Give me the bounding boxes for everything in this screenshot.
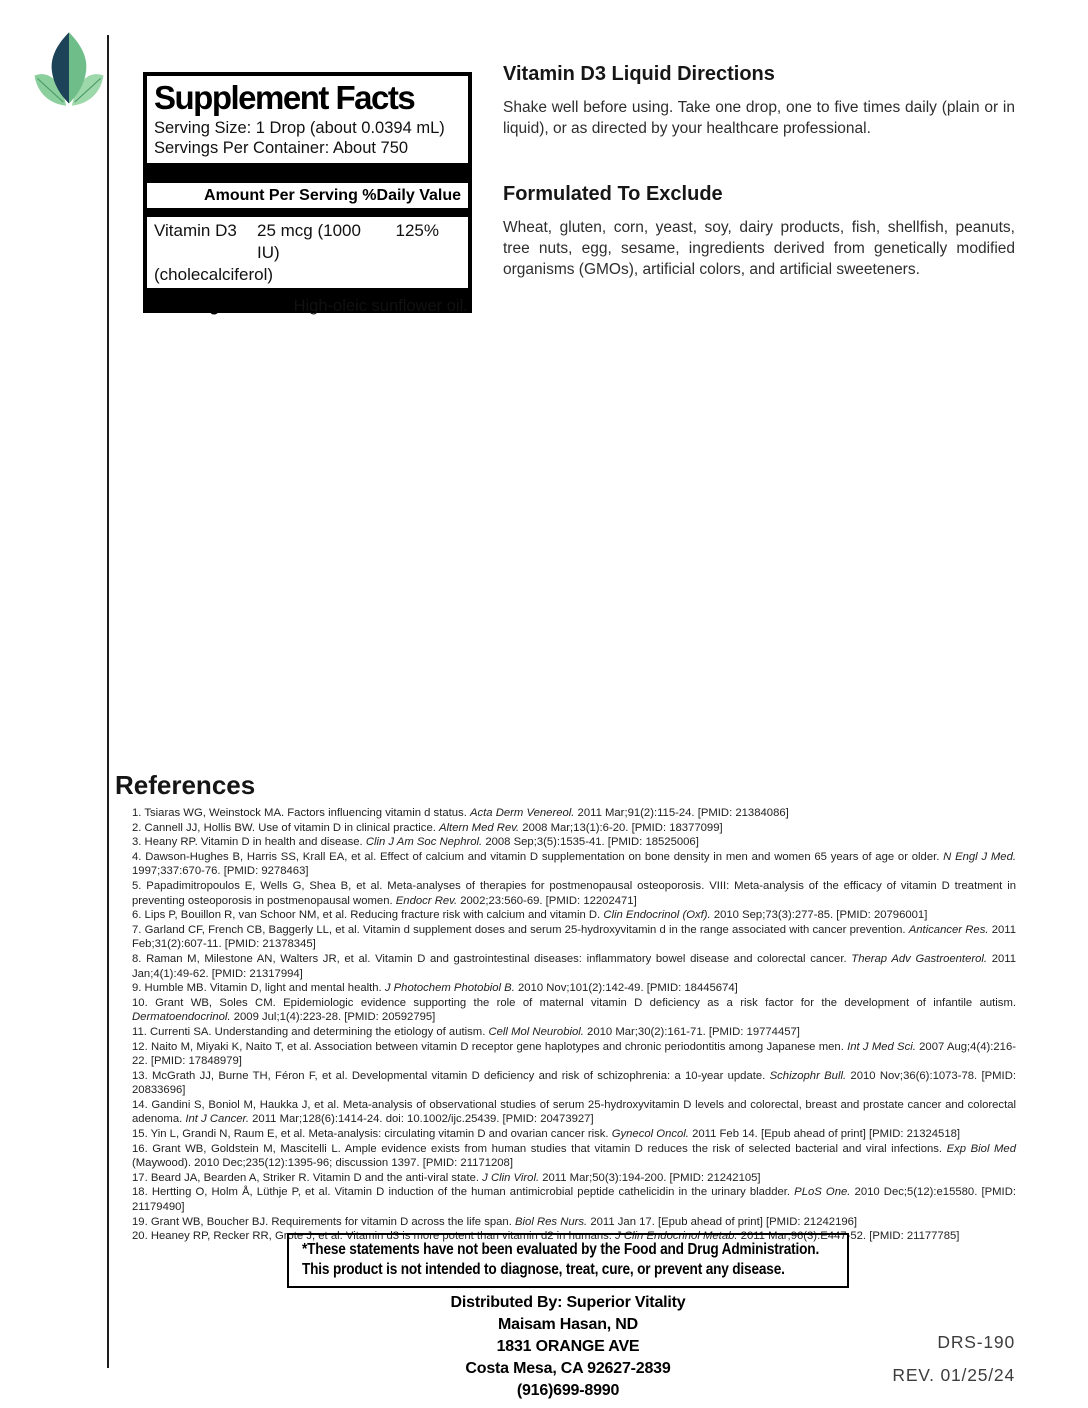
reference-item: 1. Tsiaras WG, Weinstock MA. Factors influencing vitamin d status. Acta Derm Venereol. 2011 Mar;91(2):115-24. [PMID: 21384086] — [132, 807, 789, 819]
nutrient-amount: 25 mcg (1000 IU) — [257, 221, 361, 262]
thick-rule — [147, 163, 468, 183]
reference-item: 11. Currenti SA. Understanding and determining the etiology of autism. Cell Mol Neurobiol. 2010 Mar;30(2):161-71. [PMID: 19774457] — [132, 1025, 800, 1038]
reference-item: 19. Grant WB, Boucher BJ. Requirements for vitamin D across the life span. Biol Res Nurs. 2011 Jan 17. [Epub ahead of print] [PMID: 21242196] — [132, 1215, 858, 1228]
reference-item: 9. Humble MB. Vitamin D, light and mental health. J Photochem Photobiol B. 2010 Nov;101(2):142-49. [PMID: 18445674] — [132, 982, 738, 995]
distributor-line: Costa Mesa, CA 92627-2839 — [465, 1360, 671, 1377]
nutrient-row — [147, 217, 468, 264]
reference-item: 20. Heaney RP, Recker RR, Grote J, et al. Vitamin d3 is more potent than vitamin d2 in humans. J Clin Endocrinol Metab. 2011 Mar;96(3):E447-52. [PMID: 21177785] — [132, 1230, 960, 1243]
references-title: References — [115, 770, 256, 800]
other-ingredients — [146, 297, 486, 316]
reference-item: 17. Beard JA, Bearden A, Striker R. Vitamin D and the anti-viral state. J Clin Virol. 2011 Mar;50(3):194-200. [PMID: 21242105] — [132, 1171, 761, 1184]
footer-codes — [892, 1326, 1015, 1392]
reference-item: 13. McGrath JJ, Burne TH, Féron F, et al. Developmental vitamin D deficiency and risk of schizophrenia: a 10-year update. Schizophr Bull. 2010 Nov;36(6):1073-78. [PMID: 20833696] — [132, 1069, 1016, 1097]
reference-item: 7. Garland CF, French CB, Baggerly LL, et al. Vitamin d supplement doses and serum 25-hydroxyvitamin d in the range associated with cancer prevention. Anticancer Res. 2011 Feb;31(2):607-11. [PMID: 21378345] — [132, 923, 1016, 951]
reference-item: 5. Papadimitropoulos E, Wells G, Shea B, et al. Meta-analyses of therapies for postmenopausal osteoporosis. VIII: Meta-analysis of the efficacy of vitamin D treatment in preventing osteoporosis in postmenopausal women. Endocr Rev. 2002;23:560-69. [PMID: 12202471] — [132, 879, 1016, 907]
other-ingredients-label: Other Ingredients: — [146, 297, 290, 315]
reference-item: 18. Hertting O, Holm Å, Lüthje P, et al. Vitamin D induction of the human antimicrobial peptide cathelicidin in the urinary bladder. PLoS One. 2010 Dec;5(12):e15580. [PMID: 21179490] — [132, 1186, 1016, 1214]
exclusions-body: Wheat, gluten, corn, yeast, soy, dairy products, fish, shellfish, peanuts, tree nuts, egg, sesame, ingredients derived from genetically modified organisms (GMOs), artificial colors, and artificial sweeteners. — [503, 219, 1015, 278]
reference-item: 15. Yin L, Grandi N, Raum E, et al. Meta-analysis: circulating vitamin D and ovarian cancer risk. Gynecol Oncol. 2011 Feb 14. [Epub ahead of print] [PMID: 21324518] — [132, 1128, 961, 1141]
distributor-line: Distributed By: Superior Vitality — [450, 1294, 686, 1311]
distributor-block — [287, 1292, 849, 1402]
reference-item: 3. Heany RP. Vitamin D in health and disease. Clin J Am Soc Nephrol. 2008 Sep;3(5):1535-41. [PMID: 18525006] — [132, 836, 699, 849]
leaf-logo — [33, 31, 105, 110]
fda-disclaimer-box — [287, 1233, 849, 1288]
exclusions-title: Formulated To Exclude — [503, 183, 723, 205]
reference-item: 12. Naito M, Miyaki K, Naito T, et al. Association between vitamin D receptor gene haplotypes and chronic periodontitis among Japanese men. Int J Med Sci. 2007 Aug;4(4):216-22. [PMID: 17848979] — [132, 1040, 1016, 1068]
reference-item: 8. Raman M, Milestone AN, Walters JR, et al. Vitamin D and gastrointestinal diseases: inflammatory bowel disease and colorectal cancer. Therap Adv Gastroenterol. 2011 Jan;4(1):49-62. [PMID: 21317994] — [132, 952, 1017, 980]
distributor-line: 1831 ORANGE AVE — [496, 1338, 640, 1355]
directions-title: Vitamin D3 Liquid Directions — [503, 63, 775, 85]
directions-body: Shake well before using. Take one drop, one to five times daily (plain or in liquid), or as directed by your healthcare professional. — [503, 99, 1015, 137]
nutrient-name: Vitamin D3 — [154, 221, 237, 240]
servings-per-container: Servings Per Container: About 750 — [154, 139, 409, 157]
reference-item: 10. Grant WB, Soles CM. Epidemiologic evidence supporting the role of maternal vitamin D deficiency as a risk factor for the development of infantile autism. Dermatoendocrinol. 2009 Jul;1(4):223-28. [PMID: 20592795] — [132, 996, 1016, 1024]
other-ingredients-value: High-oleic sunflower oil. — [289, 297, 468, 315]
serving-size: Serving Size: 1 Drop (about 0.0394 mL) — [154, 119, 445, 137]
fda-disclaimer-line2: This product is not intended to diagnose, treat, cure, or prevent any disease. — [302, 1261, 785, 1278]
reference-item: 2. Cannell JJ, Hollis BW. Use of vitamin D in clinical practice. Altern Med Rev. 2008 Mar;13(1):6-20. [PMID: 18377099] — [132, 821, 723, 834]
distributor-line: (916)699-8990 — [516, 1382, 620, 1399]
reference-item: 16. Grant WB, Goldstein M, Mascitelli L. Ample evidence exists from human studies that vitamin D reduces the risk of selected bacterial and viral infections. Exp Biol Med (Maywood). 2010 Dec;235(12):1395-96; discussion 1397. [PMID: 21171208] — [132, 1142, 1016, 1170]
revision-date: REV. 01/25/24 — [892, 1365, 1015, 1385]
supplement-facts-panel — [143, 72, 472, 313]
amount-per-serving-header: Amount Per Serving %Daily Value — [204, 187, 461, 204]
distributor-line: Maisam Hasan, ND — [498, 1316, 638, 1333]
supplement-facts-title: Supplement Facts — [154, 79, 415, 116]
reference-item: 6. Lips P, Bouillon R, van Schoor NM, et al. Reducing fracture risk with calcium and vitamin D. Clin Endocrinol (Oxf). 2010 Sep;73(3):277-85. [PMID: 20796001] — [132, 909, 928, 922]
references-list — [132, 806, 1016, 1244]
nutrient-daily-value: 125% — [395, 221, 439, 240]
vertical-rule — [107, 35, 109, 1368]
fda-disclaimer-line1: *These statements have not been evaluated by the Food and Drug Administration. — [302, 1241, 820, 1258]
product-code: DRS-190 — [937, 1332, 1015, 1352]
reference-item: 4. Dawson-Hughes B, Harris SS, Krall EA, et al. Effect of calcium and vitamin D supplementation on bone density in men and women 65 years of age or older. N Engl J Med. 1997;337:670-76. [PMID: 9278463] — [132, 850, 1016, 878]
right-column — [503, 63, 1015, 280]
nutrient-name-line2: (cholecalciferol) — [154, 265, 274, 284]
thin-rule — [147, 208, 468, 217]
reference-item: 14. Gandini S, Boniol M, Haukka J, et al. Meta-analysis of observational studies of serum 25-hydroxyvitamin D levels and colorectal, breast and prostate cancer and colorectal adenoma. Int J Cancer. 2011 Mar;128(6):1414-24. doi: 10.1002/ijc.25439. [PMID: 20473927] — [132, 1098, 1016, 1126]
